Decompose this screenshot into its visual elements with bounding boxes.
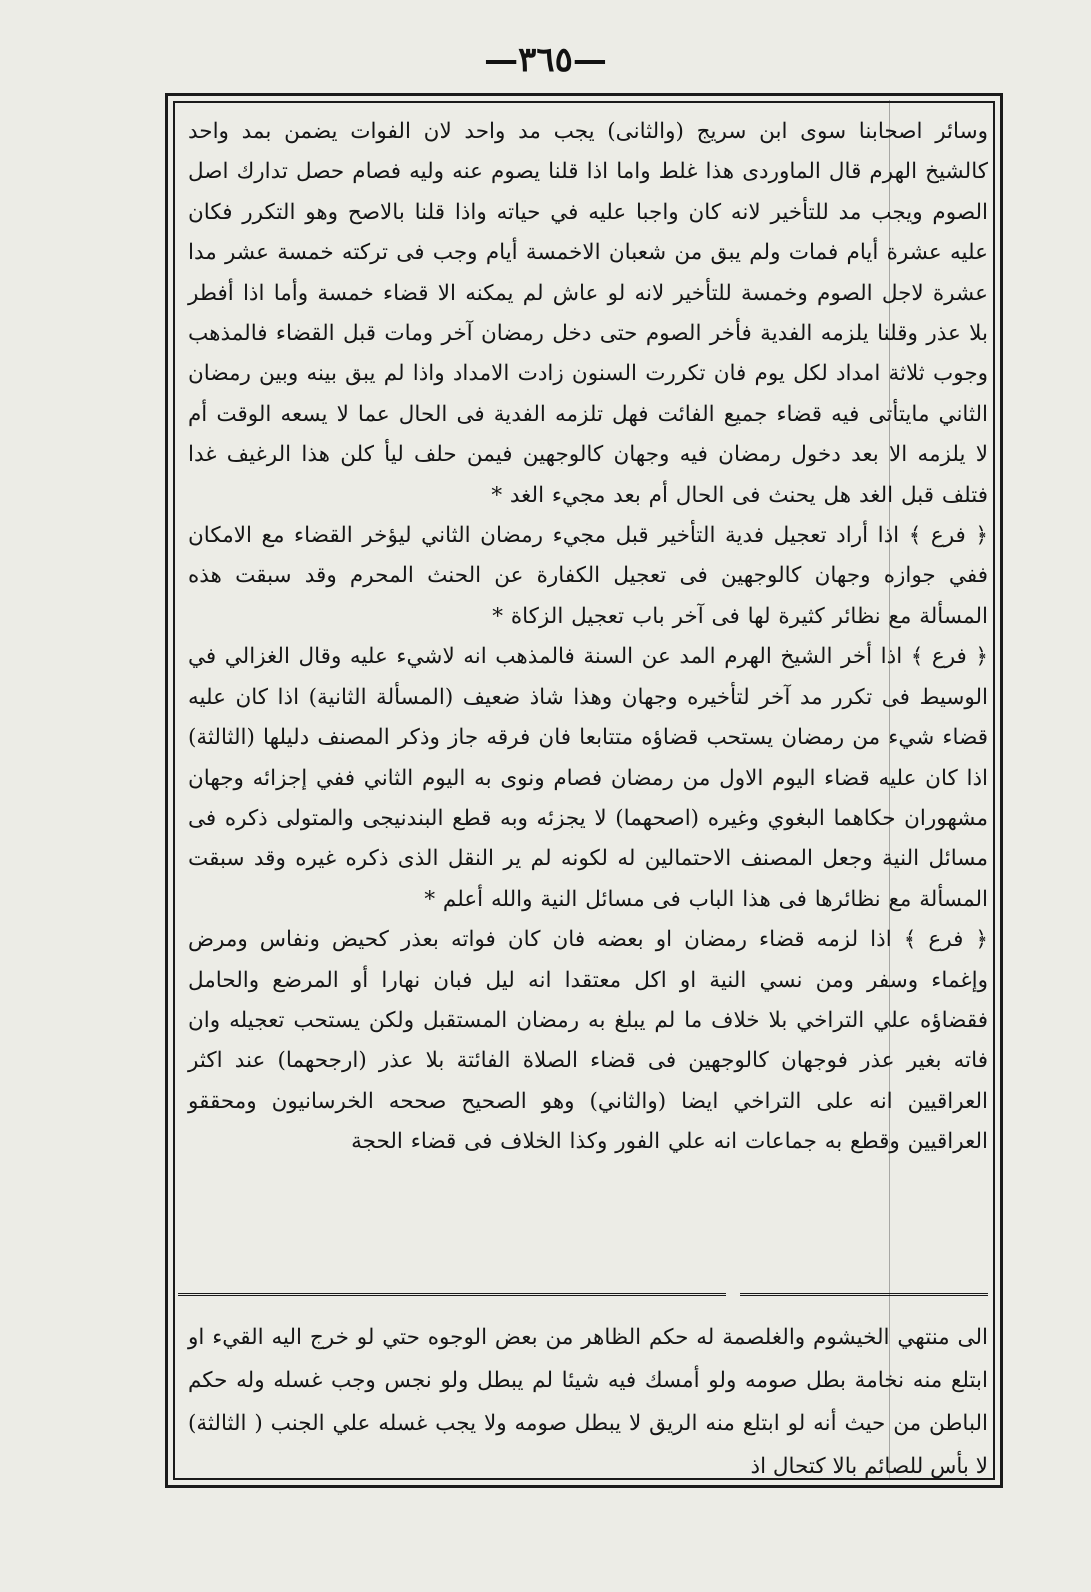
footnote-divider-left (178, 1293, 726, 1296)
page-number: —٣٦٥— (484, 40, 607, 80)
paragraph-branch-1: ﴿ فرع ﴾ اذا أراد تعجيل فدية التأخير قبل مجيء رمضان الثاني ليؤخر القضاء مع الامكان ففي جوازه وجهان كالوجهين فى تعجيل الكفارة عن الحنث المحرم وقد سبقت هذه المسألة مع نظائر كثيرة لها فى آخر باب تعجيل الزكاة * (188, 523, 988, 629)
footnote-body (188, 1316, 988, 1488)
footnote-divider-right (740, 1293, 988, 1296)
paragraph-branch-2: ﴿ فرع ﴾ اذا أخر الشيخ الهرم المد عن السنة فالمذهب انه لاشيء عليه وقال الغزالي في الوسيط فى تكرر مد آخر لتأخيره وجهان وهذا شاذ ضعيف (المسألة الثانية) اذا كان عليه قضاء شيء من رمضان يستحب قضاؤه متتابعا فان فرقه جاز وذكر المصنف دليلها (الثالثة) اذا كان عليه قضاء اليوم الاول من رمضان فصام ونوى به اليوم الثاني ففي إجزائه وجهان مشهوران حكاهما البغوي وغيره (اصحهما) لا يجزئه وبه قطع البندنيجى والمتولى ذكره فى مسائل النية وجعل المصنف الاحتمالين له لكونه لم ير النقل الذى ذكره غيره وقد سبقت المسألة مع نظائرها فى هذا الباب فى مسائل النية والله أعلم * (188, 644, 988, 912)
paragraph-branch-3: ﴿ فرع ﴾ اذا لزمه قضاء رمضان او بعضه فان كان فواته بعذر كحيض ونفاس ومرض وإغماء وسفر ومن نسي النية او اكل معتقدا انه ليل فبان نهارا أو المرضع والحامل فقضاؤه علي التراخي بلا خلاف ما لم يبلغ به رمضان المستقبل ولكن يستحب تعجيله وان فاته بغير عذر فوجهان كالوجهين فى قضاء الصلاة الفائتة بلا عذر (ارجحهما) عند اكثر العراقيين انه على التراخي ايضا (والثاني) وهو الصحيح صححه الخرسانيون ومحققو العراقيين وقطع به جماعات انه علي الفور وكذا الخلاف فى قضاء الحجة (188, 927, 988, 1155)
paragraph-intro: وسائر اصحابنا سوى ابن سريج (والثانى) يجب مد واحد لان الفوات يضمن بمد واحد كالشيخ الهرم قال الماوردى هذا غلط واما اذا قلنا يصوم عنه وليه فصام حصل تدارك اصل الصوم ويجب مد للتأخير لانه كان واجبا عليه في حياته واذا قلنا بالاصح وهو التكرر فكان عليه عشرة أيام فمات ولم يبق من شعبان الاخمسة أيام وجب فى تركته خمسة عشر مدا عشرة لاجل الصوم وخمسة للتأخير لانه لو عاش لم يمكنه الا قضاء خمسة وأما اذا أفطر بلا عذر وقلنا يلزمه الفدية فأخر الصوم حتى دخل رمضان آخر ومات قبل القضاء فالمذهب وجوب ثلاثة امداد لكل يوم فان تكررت السنون زادت الامداد واذا لم يبق بينه وبين رمضان الثاني مايتأتى فيه قضاء جميع الفائت فهل تلزمه الفدية فى الحال عما لا يسعه الوقت أم لا يلزمه الا بعد دخول رمضان فيه وجهان كالوجهين فيمن حلف ليأ كلن هذا الرغيف غدا فتلف قبل الغد هل يحنث فى الحال أم بعد مجيء الغد * (188, 119, 988, 508)
main-text-body (188, 112, 988, 1163)
footnote-paragraph: الى منتهي الخيشوم والغلصمة له حكم الظاهر من بعض الوجوه حتي لو خرج اليه القيء او ابتلع منه نخامة بطل صومه ولو أمسك فيه شيئا لم يبطل ولو نجس وجب غسله وله حكم الباطن من حيث أنه لو ابتلع منه الريق لا يبطل صومه ولا يجب غسله علي الجنب ( الثالثة) لا بأس للصائم بالا كتحال اذ (188, 1325, 988, 1479)
